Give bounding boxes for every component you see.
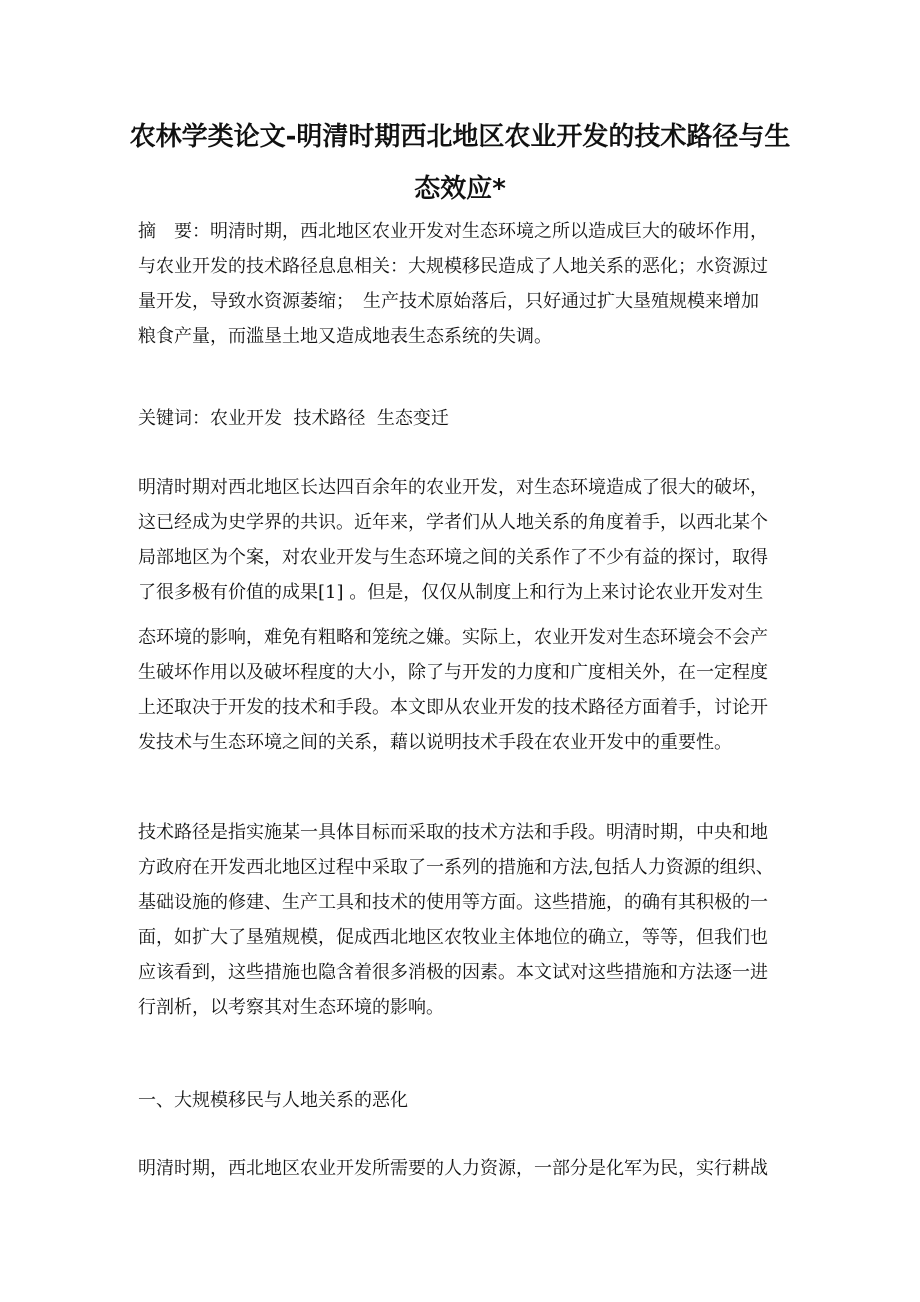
document-title: [120, 111, 800, 215]
title-line-2: 态效应*: [414, 174, 506, 204]
paragraph-line: 发技术与生态环境之间的关系，藉以说明技术手段在农业开发中的重要性。: [138, 732, 732, 753]
paragraph-line: 方政府在开发西北地区过程中采取了一系列的措施和方法,包括人力资源的组织、: [138, 857, 774, 878]
abstract-line: 与农业开发的技术路径息息相关：大规模移民造成了人地关系的恶化；水资源过: [138, 256, 768, 277]
paragraph-line: 应该看到，这些措施也隐含着很多消极的因素。本文试对这些措施和方法逐一进: [138, 962, 768, 983]
abstract: [138, 214, 778, 354]
keywords: [138, 401, 778, 436]
title-line-1: 农林学类论文-明清时期西北地区农业开发的技术路径与生: [129, 122, 791, 152]
paragraph-line: 态环境的影响，难免有粗略和笼统之嫌。实际上，农业开发对生态环境会不会产: [138, 627, 768, 648]
paragraph-line: 基础设施的修建、生产工具和技术的使用等方面。这些措施，的确有其积极的一: [138, 892, 768, 913]
paragraph-line: 技术路径是指实施某一具体目标而采取的技术方法和手段。明清时期，中央和地: [138, 822, 768, 843]
abstract-line: 粮食产量，而滥垦土地又造成地表生态系统的失调。: [138, 326, 552, 347]
paragraph-line: 这已经成为史学界的共识。近年来，学者们从人地关系的角度着手，以西北某个: [138, 512, 768, 533]
paragraph-line: 面，如扩大了垦殖规模，促成西北地区农牧业主体地位的确立，等等，但我们也: [138, 927, 768, 948]
paragraph-line: 明清时期对西北地区长达四百余年的农业开发，对生态环境造成了很大的破坏，: [138, 477, 768, 498]
paragraph-line: 局部地区为个案，对农业开发与生态环境之间的关系作了不少有益的探讨，取得: [138, 547, 768, 568]
paragraph-line: 了很多极有价值的成果[1] 。但是，仅仅从制度上和行为上来讨论农业开发对生: [138, 582, 764, 603]
paragraph-line: 行剖析，以考察其对生态环境的影响。: [138, 997, 444, 1018]
paragraph-line: 生破坏作用以及破坏程度的大小，除了与开发的力度和广度相关外，在一定程度: [138, 662, 768, 683]
section-heading-1: [138, 1083, 778, 1118]
paragraph-1: [138, 470, 778, 760]
paragraph-line: 上还取决于开发的技术和手段。本文即从农业开发的技术路径方面着手，讨论开: [138, 697, 768, 718]
section-heading-text: 一、大规模移民与人地关系的恶化: [138, 1090, 408, 1111]
keywords-line: 关键词：农业开发 技术路径 生态变迁: [138, 408, 449, 429]
abstract-line: 量开发，导致水资源萎缩； 生产技术原始落后，只好通过扩大垦殖规模来增加: [138, 291, 759, 312]
paragraph-line: 明清时期，西北地区农业开发所需要的人力资源，一部分是化军为民，实行耕战: [138, 1158, 768, 1179]
paragraph-3: [138, 1151, 778, 1186]
abstract-line: 摘 要：明清时期，西北地区农业开发对生态环境之所以造成巨大的破坏作用，: [138, 221, 768, 242]
paragraph-2: [138, 815, 778, 1025]
